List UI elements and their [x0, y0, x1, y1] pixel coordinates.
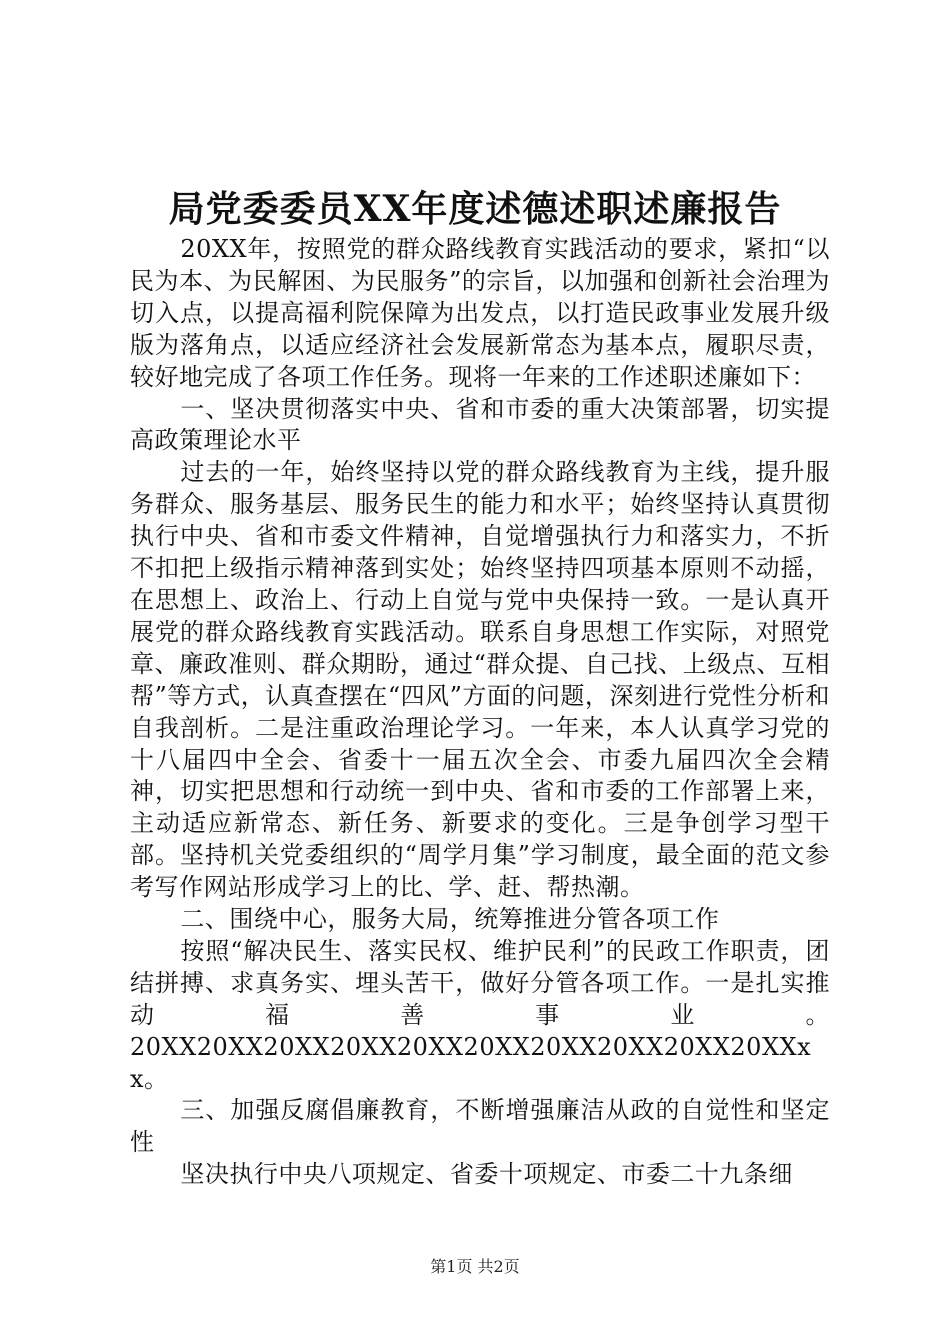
body-paragraph-3: 坚决执行中央八项规定、省委十项规定、市委二十九条细 — [180, 1160, 793, 1189]
document-body — [130, 234, 830, 1191]
document-title: 局党委委员XX年度述德述职述廉报告 — [168, 188, 782, 230]
body-paragraph-2: 按照“解决民生、落实民权、维护民利”的民政工作职责，团结拼搏、求真务实、埋头苦干，做好分管各项工作。一是扎实推动福善事业。 — [130, 936, 830, 1029]
body-paragraph-1: 过去的一年，始终坚持以党的群众路线教育为主线，提升服务群众、服务基层、服务民生的能力和水平；始终坚持认真贯彻执行中央、省和市委文件精神，自觉增强执行力和落实力，不折不扣把上级指示精神落到实处；始终坚持四项基本原则不动摇，在思想上、政治上、行动上自觉与党中央保持一致。一是认真开展党的群众路线教育实践活动。联系自身思想工作实际，对照党章、廉政准则、群众期盼，通过“群众提、自己找、上级点、互相帮”等方式，认真查摆在“四风”方面的问题，深刻进行党性分析和自我剖析。二是注重政治理论学习。一年来，本人认真学习党的十八届四中全会、省委十一届五次全会、市委九届四次全会精神，切实把思想和行动统一到中央、省和市委的工作部署上来，主动适应新常态、新任务、新要求的变化。三是争创学习型干部。坚持机关党委组织的“周学月集”学习制度，最全面的范文参考写作网站形成学习上的比、学、赶、帮热潮。 — [130, 458, 830, 902]
intro-paragraph: 20XX年，按照党的群众路线教育实践活动的要求，紧扣“以民为本、为民解困、为民服务”的宗旨，以加强和创新社会治理为切入点，以提高福利院保障为出发点，以打造民政事业发展升级版为落角点，以适应经济社会发展新常态为基本点，履职尽责，较好地完成了各项工作任务。现将一年来的工作述职述廉如下： — [130, 235, 830, 391]
body-paragraph-2-continued: 20XX20XX20XX20XX20XX20XX20XX20XX20XX20XXxx。 — [130, 1032, 812, 1093]
section-heading-2: 二、围绕中心，服务大局，统筹推进分管各项工作 — [180, 905, 720, 934]
page-footer: 第1页 共2页 — [430, 1257, 520, 1276]
section-heading-1: 一、坚决贯彻落实中央、省和市委的重大决策部署，切实提高政策理论水平 — [130, 394, 830, 455]
section-heading-3: 三、加强反腐倡廉教育，不断增强廉洁从政的自觉性和坚定性 — [130, 1096, 830, 1157]
